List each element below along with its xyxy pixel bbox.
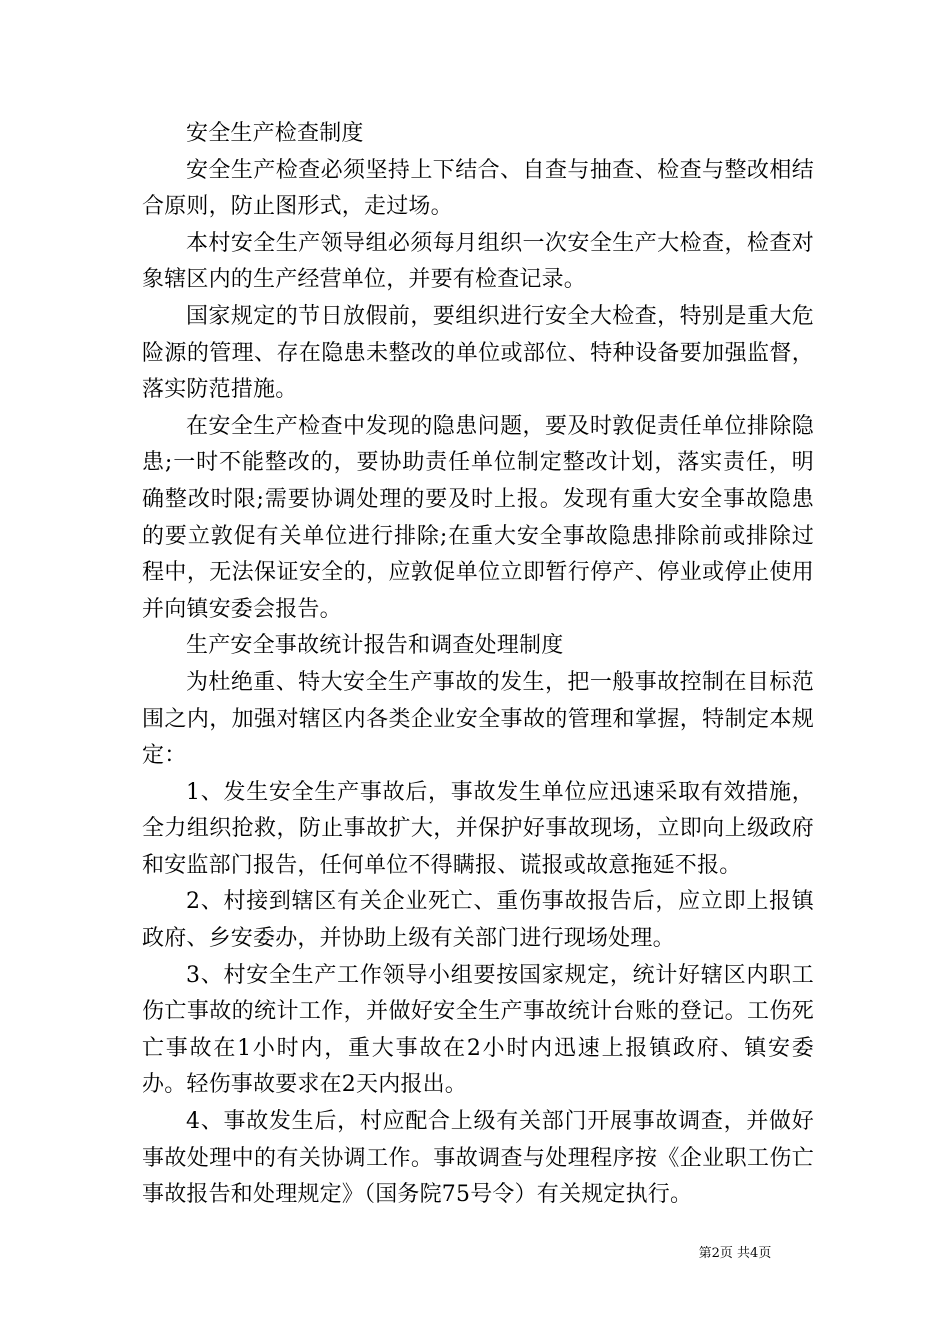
paragraph: 为杜绝重、特大安全生产事故的发生，把一般事故控制在目标范围之内，加强对辖区内各类企业安全事故的管理和掌握，特制定本规定： <box>142 669 814 769</box>
section-heading-accident-report: 生产安全事故统计报告和调查处理制度 <box>186 633 564 659</box>
page-footer <box>0 1246 950 1262</box>
section-heading-inspection: 安全生产检查制度 <box>186 121 364 146</box>
document-body <box>142 116 814 1214</box>
paragraph: 国家规定的节日放假前，要组织进行安全大检查，特别是重大危险源的管理、存在隐患未整改的单位或部位、特种设备要加强监督，落实防范措施。 <box>142 303 814 403</box>
list-item: 1、发生安全生产事故后，事故发生单位应迅速采取有效措施，全力组织抢救，防止事故扩大，并保护好事故现场，立即向上级政府和安监部门报告，任何单位不得瞒报、谎报或故意拖延不报。 <box>142 779 814 878</box>
list-item: 4、事故发生后，村应配合上级有关部门开展事故调查，并做好事故处理中的有关协调工作。事故调查与处理程序按《企业职工伤亡事故报告和处理规定》（国务院75号令）有关规定执行。 <box>142 1109 814 1208</box>
paragraph: 在安全生产检查中发现的隐患问题，要及时敦促责任单位排除隐患;一时不能整改的，要协助责任单位制定整改计划，落实责任，明确整改时限;需要协调处理的要及时上报。发现有重大安全事故隐患的要立敦促有关单位进行排除;在重大安全事故隐患排除前或排除过程中，无法保证安全的，应敦促单位立即暂行停产、停业或停止使用并向镇安委会报告。 <box>142 413 814 622</box>
list-item: 3、村安全生产工作领导小组要按国家规定，统计好辖区内职工伤亡事故的统计工作，并做好安全生产事故统计台账的登记。工伤死亡事故在1小时内，重大事故在2小时内迅速上报镇政府、镇安委办。轻伤事故要求在2天内报出。 <box>142 962 814 1098</box>
page-number: 第2页 共4页 <box>698 1246 772 1261</box>
paragraph: 本村安全生产领导组必须每月组织一次安全生产大检查，检查对象辖区内的生产经营单位，并要有检查记录。 <box>142 230 814 293</box>
list-item: 2、村接到辖区有关企业死亡、重伤事故报告后，应立即上报镇政府、乡安委办，并协助上级有关部门进行现场处理。 <box>142 889 814 952</box>
paragraph: 安全生产检查必须坚持上下结合、自查与抽查、检查与整改相结合原则，防止图形式，走过场。 <box>142 157 814 220</box>
